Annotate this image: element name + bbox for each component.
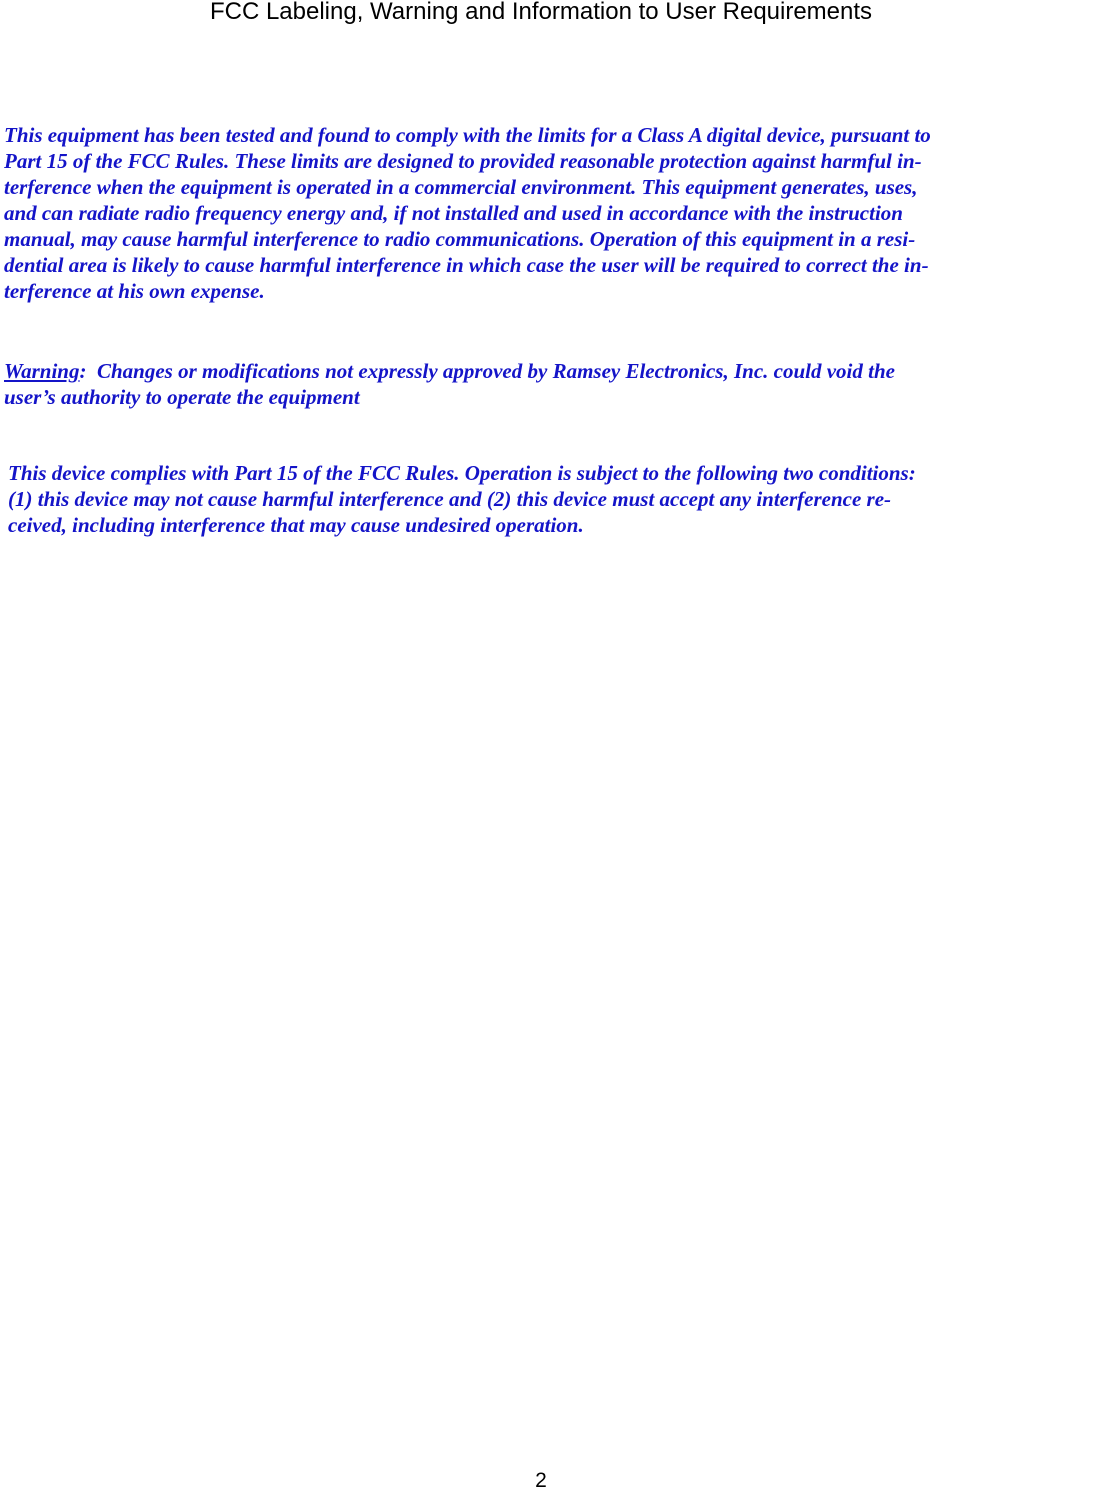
warning-text: Changes or modifications not expressly approved by Ramsey Electronics, Inc. could void the xyxy=(86,359,895,383)
part15-conditions-line: ceived, including interference that may cause undesired operation. xyxy=(8,513,584,537)
part15-conditions-line: (1) this device may not cause harmful interference and (2) this device must accept any interference re- xyxy=(8,487,892,511)
page-number: 2 xyxy=(535,1469,547,1492)
class-a-notice-line: and can radiate radio frequency energy and, if not installed and used in accordance with the instruction xyxy=(4,201,903,225)
class-a-notice-line: manual, may cause harmful interference to radio communications. Operation of this equipment in a resi- xyxy=(4,227,916,251)
class-a-notice-line: terference at his own expense. xyxy=(4,279,265,303)
class-a-notice-line: Part 15 of the FCC Rules. These limits are designed to provided reasonable protection against harmful in- xyxy=(4,149,922,173)
class-a-notice-paragraph xyxy=(4,122,931,304)
class-a-notice-line: dential area is likely to cause harmful interference in which case the user will be required to correct the in- xyxy=(4,253,929,277)
warning-line: user’s authority to operate the equipment xyxy=(4,385,360,409)
part15-conditions-paragraph xyxy=(8,460,916,538)
warning-paragraph xyxy=(4,358,895,410)
warning-colon: : xyxy=(79,359,87,383)
warning-label: Warning xyxy=(4,359,80,383)
class-a-notice-line: terference when the equipment is operated in a commercial environment. This equipment generates, uses, xyxy=(4,175,918,199)
warning-line xyxy=(4,358,895,384)
part15-conditions-line: This device complies with Part 15 of the FCC Rules. Operation is subject to the following two conditions: xyxy=(8,461,916,485)
page-title: FCC Labeling, Warning and Information to User Requirements xyxy=(209,0,873,25)
class-a-notice-line: This equipment has been tested and found to comply with the limits for a Class A digital device, pursuant to xyxy=(4,123,931,147)
